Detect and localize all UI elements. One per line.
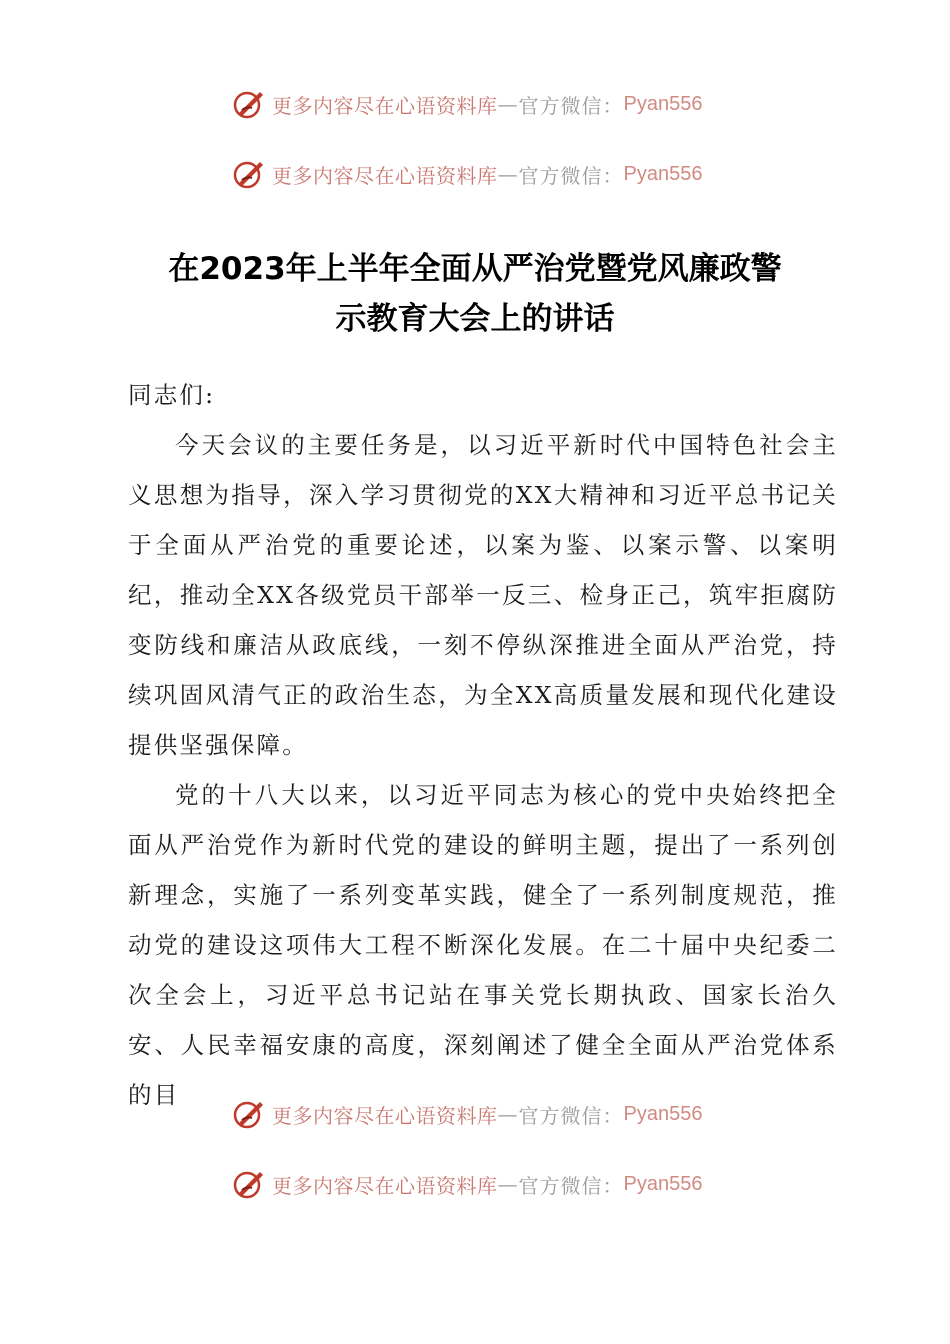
salutation: 同志们: [128,381,216,409]
watermark-brand: 更多内容尽在心语资料库 [272,1103,498,1128]
watermark-label: 官方微信： [518,1103,624,1128]
pen-logo-icon [230,1096,266,1132]
paragraph: 党的十八大以来，以习近平同志为核心的党中央始终把全面从严治党作为新时代党的建设的鲜明主题，提出了一系列创新理念，实施了一系列变革实践，健全了一系列制度规范，推动党的建设这项伟大工程不断深化发展。在二十届中央纪委二次全会上，习近平总书记站在事关党长期执政、国家长治久安、人民幸福安康的高度，深刻阐述了健全全面从严治党体系的目 [128,781,838,1109]
watermark-brand: 更多内容尽在心语资料库 [272,93,498,118]
watermark-id: Pyan556 [623,1102,703,1125]
watermark-separator: — [497,1172,519,1196]
title-line-1: 在2023年上半年全面从严治党暨党风廉政警 [168,251,782,287]
watermark-label: 官方微信： [518,163,624,188]
watermark-brand: 更多内容尽在心语资料库 [272,1173,498,1198]
watermark-separator: — [497,1102,519,1126]
watermark-label: 官方微信： [518,1173,624,1198]
watermark-separator: — [497,162,519,186]
watermark-id: Pyan556 [623,92,703,115]
document-body [128,370,838,1120]
pen-logo-icon [230,1166,266,1202]
pen-logo-icon [230,86,266,122]
watermark-banner [230,84,702,124]
watermark-brand: 更多内容尽在心语资料库 [272,163,498,188]
title-line-2: 示教育大会上的讲话 [335,301,615,337]
watermark-label: 官方微信： [518,93,624,118]
watermark-separator: — [497,92,519,116]
watermark-banner [230,1164,702,1204]
pen-logo-icon [230,156,266,192]
watermark-id: Pyan556 [623,162,703,185]
watermark-banner [230,154,702,194]
watermark-banner [230,1094,702,1134]
paragraph: 今天会议的主要任务是，以习近平新时代中国特色社会主义思想为指导，深入学习贯彻党的XX大精神和习近平总书记关于全面从严治党的重要论述，以案为鉴、以案示警、以案明纪，推动全XX各级党员干部举一反三、检身正己，筑牢拒腐防变防线和廉洁从政底线，一刻不停纵深推进全面从严治党，持续巩固风清气正的政治生态，为全XX高质量发展和现代化建设提供坚强保障。 [128,431,838,759]
document-title [100,244,850,344]
watermark-id: Pyan556 [623,1172,703,1195]
